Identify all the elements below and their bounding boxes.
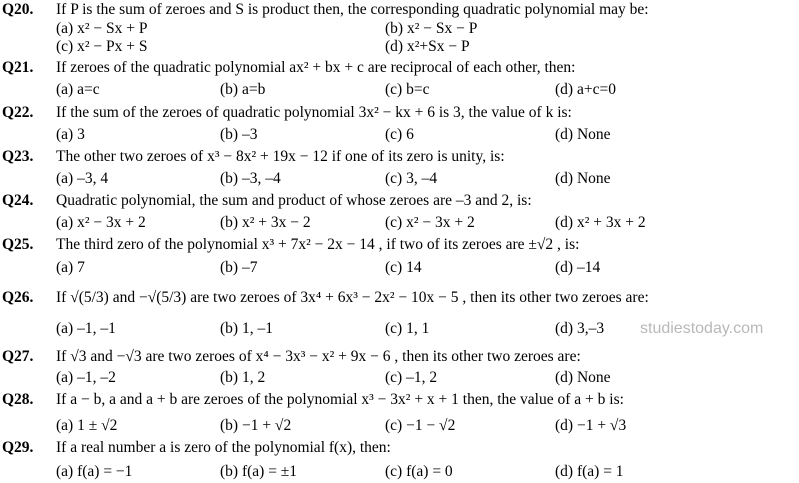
option-a: (a) –1, –1 bbox=[56, 320, 116, 337]
question-text: If zeroes of the quadratic polynomial ax² + bx + c are reciprocal of each other, then: bbox=[56, 59, 576, 76]
option-d: (d) f(a) = 1 bbox=[555, 463, 624, 480]
option-b: (b) 1, –1 bbox=[220, 320, 273, 337]
option-a: (a) 7 bbox=[56, 259, 85, 276]
option-d: (d) a+c=0 bbox=[555, 81, 616, 98]
question-text: The other two zeroes of x³ − 8x² + 19x − 12 if one of its zero is unity, is: bbox=[56, 148, 505, 165]
question-number: Q29. bbox=[2, 439, 34, 456]
option-c: (c) –1, 2 bbox=[385, 369, 438, 386]
option-a: (a) f(a) = −1 bbox=[56, 463, 133, 480]
question-number: Q24. bbox=[2, 192, 34, 209]
question-number: Q27. bbox=[2, 348, 34, 365]
watermark: studiestoday.com bbox=[640, 320, 764, 337]
option-a: (a) x² − Sx + P bbox=[56, 20, 148, 37]
question-number: Q21. bbox=[2, 59, 34, 76]
question-number: Q28. bbox=[2, 391, 34, 408]
question-text: If a real number a is zero of the polynomial f(x), then: bbox=[56, 439, 391, 456]
option-c: (c) 3, –4 bbox=[385, 170, 438, 187]
option-a: (a) –3, 4 bbox=[56, 170, 109, 187]
option-c: (c) f(a) = 0 bbox=[385, 463, 453, 480]
question-text: If √3 and −√3 are two zeroes of x⁴ − 3x³ − x² + 9x − 6 , then its other two zeroes are: bbox=[56, 348, 581, 365]
question-text: If √(5/3) and −√(5/3) are two zeroes of 3x⁴ + 6x³ − 2x² − 10x − 5 , then its other two zeroes are: bbox=[56, 289, 649, 306]
question-text: The third zero of the polynomial x³ + 7x² − 2x − 14 , if two of its zeroes are ±√2 , is: bbox=[56, 236, 580, 253]
option-c: (c) x² − Px + S bbox=[56, 38, 148, 55]
question-number: Q20. bbox=[2, 1, 34, 18]
option-c: (c) −1 − √2 bbox=[385, 417, 456, 434]
option-d: (d) None bbox=[555, 170, 611, 187]
option-d: (d) None bbox=[555, 126, 611, 143]
option-c: (c) 14 bbox=[385, 259, 422, 276]
option-a: (a) 1 ± √2 bbox=[56, 417, 118, 434]
option-a: (a) a=c bbox=[56, 81, 100, 98]
question-text: If the sum of the zeroes of quadratic polynomial 3x² − kx + 6 is 3, the value of k is: bbox=[56, 104, 572, 121]
option-b: (b) −1 + √2 bbox=[220, 417, 292, 434]
option-b: (b) f(a) = ±1 bbox=[220, 463, 298, 480]
option-d: (d) –14 bbox=[555, 259, 601, 276]
option-b: (b) –7 bbox=[220, 259, 258, 276]
option-c: (c) 6 bbox=[385, 126, 414, 143]
option-d: (d) 3,–3 bbox=[555, 320, 605, 337]
option-a: (a) x² − 3x + 2 bbox=[56, 214, 146, 231]
question-number: Q26. bbox=[2, 289, 34, 306]
question-text: Quadratic polynomial, the sum and product of whose zeroes are –3 and 2, is: bbox=[56, 192, 532, 209]
question-number: Q25. bbox=[2, 236, 34, 253]
option-d: (d) −1 + √3 bbox=[555, 417, 627, 434]
question-number: Q22. bbox=[2, 104, 34, 121]
option-d: (d) None bbox=[555, 369, 611, 386]
option-b: (b) x² − Sx − P bbox=[385, 20, 478, 37]
option-d: (d) x² + 3x + 2 bbox=[555, 214, 646, 231]
option-c: (c) x² − 3x + 2 bbox=[385, 214, 475, 231]
option-a: (a) –1, –2 bbox=[56, 369, 116, 386]
option-b: (b) 1, 2 bbox=[220, 369, 266, 386]
option-b: (b) x² + 3x − 2 bbox=[220, 214, 311, 231]
option-b: (b) –3 bbox=[220, 126, 258, 143]
option-d: (d) x²+Sx − P bbox=[385, 38, 470, 55]
option-c: (c) b=c bbox=[385, 81, 430, 98]
question-text: If P is the sum of zeroes and S is product then, the corresponding quadratic polynomial may be: bbox=[56, 1, 649, 18]
option-b: (b) –3, –4 bbox=[220, 170, 281, 187]
option-c: (c) 1, 1 bbox=[385, 320, 430, 337]
option-b: (b) a=b bbox=[220, 81, 266, 98]
question-text: If a − b, a and a + b are zeroes of the polynomial x³ − 3x² + x + 1 then, the value of a + b is: bbox=[56, 391, 624, 408]
question-number: Q23. bbox=[2, 148, 34, 165]
option-a: (a) 3 bbox=[56, 126, 85, 143]
